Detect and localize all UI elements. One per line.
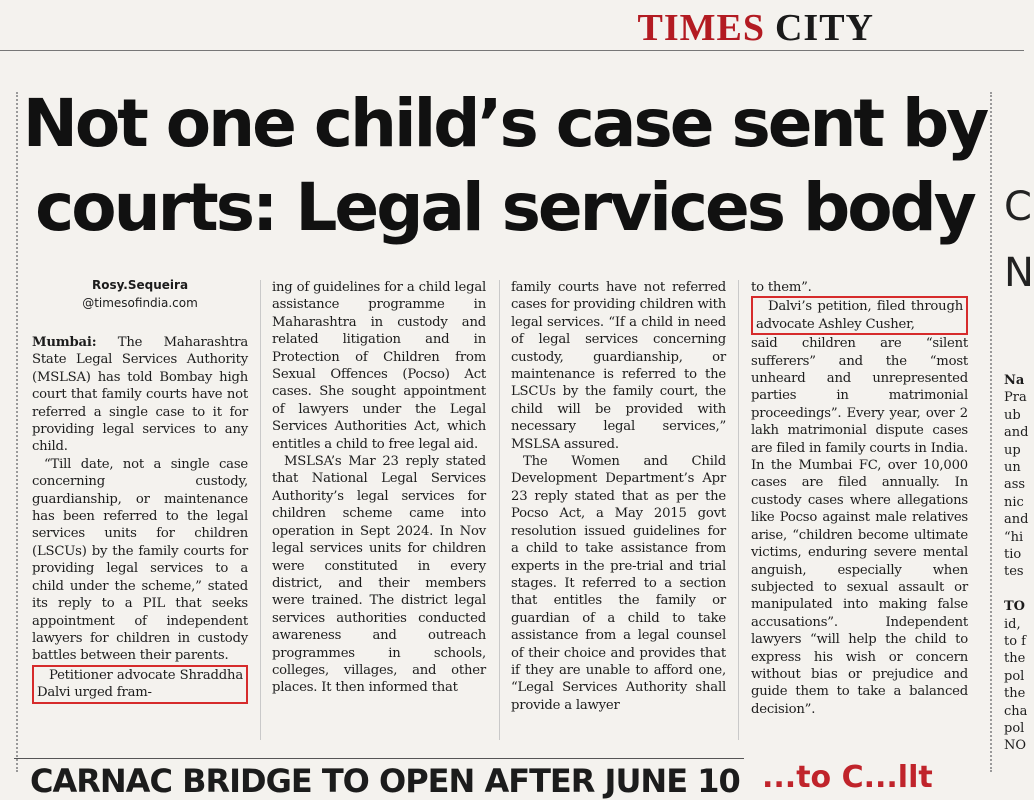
bottom-rule bbox=[14, 758, 744, 759]
masthead-section: CITY bbox=[774, 7, 874, 49]
paragraph: The Women and Child Development Department’s Apr 23 reply stated that as per the Pocso Act, a May 2015 govt resolution issued guidelines for a child to take assistance from experts in the pre-trial and trial stages. It referred to a section that entitles the family or guardian of a child to take assistance from a legal counsel of their choice and provides that if they are unable to afford one, “Legal Services Authority shall provide a lawyer bbox=[511, 454, 726, 713]
adjacent-text-line: nic bbox=[1004, 494, 1024, 510]
paragraph: family courts have not referred cases for providing children with legal services. “If a child in need of legal services concerning custody, guardianship, or maintenance is referred to the LSCUs by the family court, the child will be provided with necessary legal services,” MSLSA assured. bbox=[511, 280, 726, 452]
paragraph: said children are “silent sufferers” and the “most unheard and unrepresented parties in matrimonial proceedings”. Every year, over 2 lakh matrimonial dispute cases are filed in family courts in India. In the Mumbai FC, over 10,000 cases are filed annually. In custody cases where allegations like Pocso against male relatives arise, “children become ultimate victims, enduring severe mental anguish, especially when subjected to sexual assault or manipulated into making false accusations”. Independent lawyers “will help the child to express his wish or concern without bias or prejudice and guide them to take a balanced decision”. bbox=[751, 336, 968, 717]
highlighted-text: Petitioner advocate Shraddha Dalvi urged fram- bbox=[32, 665, 248, 704]
adjacent-text-line: tes bbox=[1004, 564, 1024, 580]
right-dotted-rule bbox=[990, 92, 992, 772]
article-column-4 bbox=[751, 279, 968, 718]
adjacent-headline-fragment: C bbox=[1004, 184, 1032, 230]
paragraph: ing of guidelines for a child legal assistance programme in Maharashtra in custody and related litigation and in Protection of Children from Sexual Offences (Pocso) Act cases. She sought appointment of lawyers under the Legal Services Authorities Act, which entitles a child to free legal aid. bbox=[272, 280, 486, 452]
byline bbox=[30, 276, 250, 312]
adjacent-text-line: Pra bbox=[1004, 390, 1027, 406]
adjacent-text-line: “hi bbox=[1004, 529, 1024, 545]
adjacent-text-line: ub bbox=[1004, 407, 1021, 423]
column-rule bbox=[738, 280, 739, 740]
dateline: Mumbai: bbox=[32, 335, 97, 350]
masthead-brand: TIMES bbox=[637, 7, 765, 49]
next-article-headline: CARNAC BRIDGE TO OPEN AFTER JUNE 10 bbox=[30, 762, 740, 800]
masthead bbox=[637, 6, 874, 50]
column-rule bbox=[499, 280, 500, 740]
byline-name: Rosy.Sequeira bbox=[91, 278, 189, 292]
adjacent-text-line: and bbox=[1004, 425, 1029, 441]
left-dotted-rule bbox=[16, 92, 18, 772]
headline-line-1: Not one child’s case sent by bbox=[22, 85, 987, 162]
adjacent-article-strip bbox=[996, 0, 1034, 786]
paragraph: “Till date, not a single case concerning custody, guardianship, or maintenance has been referred to the legal services units for children (LSCUs) by the family courts for providing legal services to a child under the scheme,” stated its reply to a PIL that seeks appointment of independent lawyers for children in custody battles between their parents. bbox=[32, 456, 248, 664]
adjacent-text-line: tio bbox=[1004, 547, 1022, 562]
adjacent-text-line: the bbox=[1004, 651, 1026, 667]
adjacent-headline-fragment: N bbox=[1004, 250, 1034, 296]
article-column-2 bbox=[272, 279, 486, 697]
adjacent-text-line: the bbox=[1004, 686, 1026, 702]
article-column-1 bbox=[32, 334, 248, 704]
highlighted-text: Dalvi’s petition, filed through advocate Ashley Cusher, bbox=[751, 296, 968, 335]
adjacent-text-line: un bbox=[1004, 460, 1021, 475]
adjacent-text-line: pol bbox=[1004, 668, 1025, 684]
paragraph: MSLSA’s Mar 23 reply stated that National Legal Services Authority’s legal services for children scheme came into operation in Sept 2024. In Nov legal services units for children were constituted in every district, and their members were trained. The district legal services authorities conducted awareness and outreach programmes in schools, colleges, villages, and other places. It then informed that bbox=[272, 454, 486, 696]
adjacent-text-line: NO bbox=[1004, 738, 1027, 754]
paragraph: to them”. bbox=[751, 280, 812, 295]
adjacent-text-line: up bbox=[1004, 442, 1021, 458]
adjacent-text-line: ass bbox=[1004, 477, 1026, 493]
next-article-fragment: ...to C...llt bbox=[762, 760, 933, 795]
adjacent-text-line: pol bbox=[1004, 721, 1025, 736]
paragraph: The Maharashtra State Legal Services Authority (MSLSA) has told Bombay high court that family courts have not referred a single case to it for providing legal services to any child. bbox=[32, 335, 248, 455]
byline-handle: @timesofindia.com bbox=[82, 296, 198, 310]
adjacent-text-line: id, bbox=[1004, 616, 1021, 632]
adjacent-text-line: cha bbox=[1004, 703, 1028, 719]
article-column-3 bbox=[511, 279, 726, 714]
adjacent-text-line: TO bbox=[1004, 599, 1025, 615]
column-rule bbox=[260, 280, 261, 740]
adjacent-text-line: to f bbox=[1004, 634, 1026, 649]
headline-line-2: courts: Legal services body bbox=[35, 169, 974, 246]
adjacent-text-line: and bbox=[1004, 512, 1029, 528]
article-headline bbox=[22, 82, 987, 250]
adjacent-text-line: Na bbox=[1004, 373, 1025, 388]
masthead-rule bbox=[0, 50, 1024, 51]
